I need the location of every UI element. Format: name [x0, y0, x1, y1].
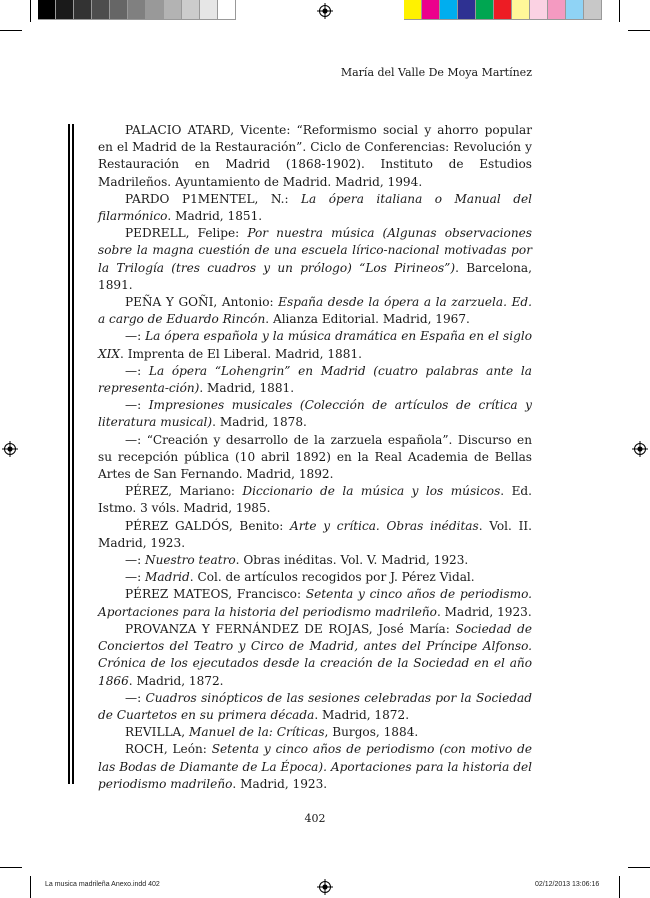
entry-title-italic: Arte y crítica. Obras inéditas: [290, 518, 479, 533]
entry-text: . Madrid, 1923.: [436, 604, 532, 619]
bibliography-entry: [98, 569, 532, 586]
color-swatch: [512, 0, 530, 20]
entry-text: . Madrid, 1851.: [167, 209, 263, 224]
slug-date: 02/12/2013 13:06:16: [535, 881, 600, 888]
entry-text: . Madrid, 1872.: [314, 707, 410, 722]
grayscale-color-bar: [38, 0, 236, 20]
entry-text: . Ed. Istmo. 3 vóls. Madrid, 1985.: [98, 484, 532, 516]
color-swatch: [200, 0, 218, 20]
bibliography-entry: [98, 397, 532, 431]
bibliography-entry: [98, 432, 532, 484]
entry-title-italic: Madrid: [145, 570, 190, 585]
color-swatch: [584, 0, 602, 20]
entry-text: —:: [125, 329, 146, 344]
entry-text: . Vol. II. Madrid, 1923.: [98, 518, 532, 550]
entry-title-italic: La ópera italiana o Manual del filarmónico: [98, 191, 532, 224]
color-swatch: [494, 0, 512, 20]
entry-text: PARDO P1MENTEL, N.:: [125, 191, 302, 206]
bibliography-entry: [98, 483, 532, 517]
entry-text: PÉREZ MATEOS, Francisco:: [125, 587, 306, 602]
crop-mark: [30, 876, 31, 898]
bibliography-entry: [98, 724, 532, 741]
bibliography-entry: [98, 741, 532, 793]
entry-text: —:: [125, 363, 149, 378]
color-swatch: [218, 0, 236, 20]
entry-text: . Madrid, 1872.: [128, 673, 224, 688]
color-swatch: [164, 0, 182, 20]
color-swatch: [548, 0, 566, 20]
running-head: María del Valle De Moya Martínez: [340, 66, 532, 79]
entry-text: REVILLA,: [125, 725, 189, 740]
color-swatch: [128, 0, 146, 20]
color-swatch: [56, 0, 74, 20]
entry-title-italic: Sociedad de Conciertos del Teatro y Circo de Madrid, antes del Príncipe Alfonso. Crónica de los ejecutados desde la creación de la Sociedad en el año 1866: [98, 621, 532, 688]
entry-text: . Madrid, 1881.: [199, 381, 295, 396]
entry-text: —:: [125, 690, 146, 705]
crop-mark: [628, 867, 650, 868]
crop-mark: [0, 30, 22, 31]
entry-title-italic: La ópera “Lohengrin” en Madrid (cuatro palabras ante la representa-ción): [98, 363, 533, 396]
registration-mark-icon: [317, 3, 333, 19]
entry-text: ROCH, León:: [125, 742, 212, 757]
bibliography-entry: [98, 328, 532, 362]
bibliography-entry: [98, 225, 532, 294]
entry-text: —: “Creación y desarrollo de la zarzuela española”. Discurso en su recepción pública (10 abril 1892) en la Real Academia de Bellas Artes de San Fernando. Madrid, 1892.: [98, 432, 532, 482]
entry-title-italic: Setenta y cinco años de periodismo (con motivo de las Bodas de Diamante de La Época). Aportaciones para la historia del periodismo madrileño: [98, 742, 533, 791]
color-swatch: [476, 0, 494, 20]
entry-text: —:: [125, 570, 146, 585]
bibliography-entry: [98, 363, 532, 397]
color-swatch: [182, 0, 200, 20]
registration-mark-icon: [2, 441, 18, 457]
entry-title-italic: Por nuestra música (Algunas observaciones sobre la magna cuestión de una escuela lírico-nacional motivadas por la Trilogía (tres cuadros y un prólogo) “Los Pirineos”): [98, 226, 532, 275]
entry-text: . Imprenta de El Liberal. Madrid, 1881.: [120, 346, 362, 361]
entry-text: PEÑA Y GOÑI, Antonio:: [125, 295, 279, 310]
bibliography-entry: [98, 518, 532, 552]
entry-text: . Barcelona, 1891.: [98, 260, 532, 292]
color-swatch: [146, 0, 164, 20]
entry-text: . Alianza Editorial. Madrid, 1967.: [265, 312, 470, 327]
color-swatch: [74, 0, 92, 20]
color-swatch: [440, 0, 458, 20]
color-swatch: [92, 0, 110, 20]
slug-file-name: La musica madrileña Anexo.indd 402: [45, 881, 160, 888]
entry-text: PEDRELL, Felipe:: [125, 226, 248, 241]
entry-title-italic: La ópera española y la música dramática en España en el siglo XIX: [98, 329, 532, 361]
entry-text: PÉREZ, Mariano:: [125, 484, 243, 499]
color-swatch: [530, 0, 548, 20]
entry-text: PÉREZ GALDÓS, Benito:: [125, 518, 291, 533]
color-swatch: [458, 0, 476, 20]
entry-text: , Burgos, 1884.: [324, 725, 419, 740]
registration-mark-icon: [632, 441, 648, 457]
entry-text: —:: [125, 398, 149, 413]
entry-text: . Col. de artículos recogidos por J. Pérez Vidal.: [189, 570, 475, 585]
bibliography-entry: [98, 690, 532, 724]
crop-mark: [30, 0, 31, 22]
registration-mark-icon: [317, 879, 333, 895]
crop-mark: [628, 30, 650, 31]
process-color-bar: [404, 0, 602, 20]
entry-text: —:: [125, 553, 146, 568]
color-swatch: [566, 0, 584, 20]
page-number: 402: [304, 812, 326, 825]
bibliography-text: [98, 122, 532, 793]
entry-text: PALACIO ATARD, Vicente: “Reformismo social y ahorro popular en el Madrid de la Restauración”. Ciclo de Conferencias: Revolución y Restauración en Madrid (1868-1902). Instituto de Estudios Madrileños. Ayuntamiento de Madrid. Madrid, 1994.: [98, 123, 532, 189]
color-swatch: [110, 0, 128, 20]
entry-text: . Madrid, 1878.: [212, 415, 307, 430]
entry-title-italic: Nuestro teatro: [145, 553, 236, 568]
crop-mark: [619, 0, 620, 22]
bibliography-entry: [98, 586, 532, 620]
entry-title-italic: Impresiones musicales (Colección de artículos de crítica y literatura musical): [98, 398, 532, 430]
entry-title-italic: Diccionario de la música y los músicos: [242, 484, 501, 499]
bibliography-entry: [98, 552, 532, 569]
margin-rule: [72, 124, 74, 784]
entry-title-italic: Manuel de la: Críticas: [188, 725, 325, 740]
entry-title-italic: España desde la ópera a la zarzuela. Ed. a cargo de Eduardo Rincón: [98, 295, 532, 327]
entry-title-italic: Setenta y cinco años de periodismo. Aportaciones para la historia del periodismo madrileño: [98, 587, 532, 619]
color-swatch: [404, 0, 422, 20]
bibliography-entry: [98, 191, 532, 225]
margin-rule: [68, 124, 70, 784]
crop-mark: [619, 876, 620, 898]
color-swatch: [422, 0, 440, 20]
crop-mark: [0, 867, 22, 868]
bibliography-entry: [98, 621, 532, 690]
entry-text: PROVANZA Y FERNÁNDEZ DE ROJAS, José María:: [125, 621, 456, 636]
entry-title-italic: Cuadros sinópticos de las sesiones celebradas por la Sociedad de Cuartetos en su primera década: [98, 690, 533, 722]
entry-text: . Obras inéditas. Vol. V. Madrid, 1923.: [235, 553, 469, 568]
bibliography-entry: [98, 122, 532, 191]
color-swatch: [38, 0, 56, 20]
bibliography-entry: [98, 294, 532, 328]
entry-text: . Madrid, 1923.: [232, 776, 328, 791]
